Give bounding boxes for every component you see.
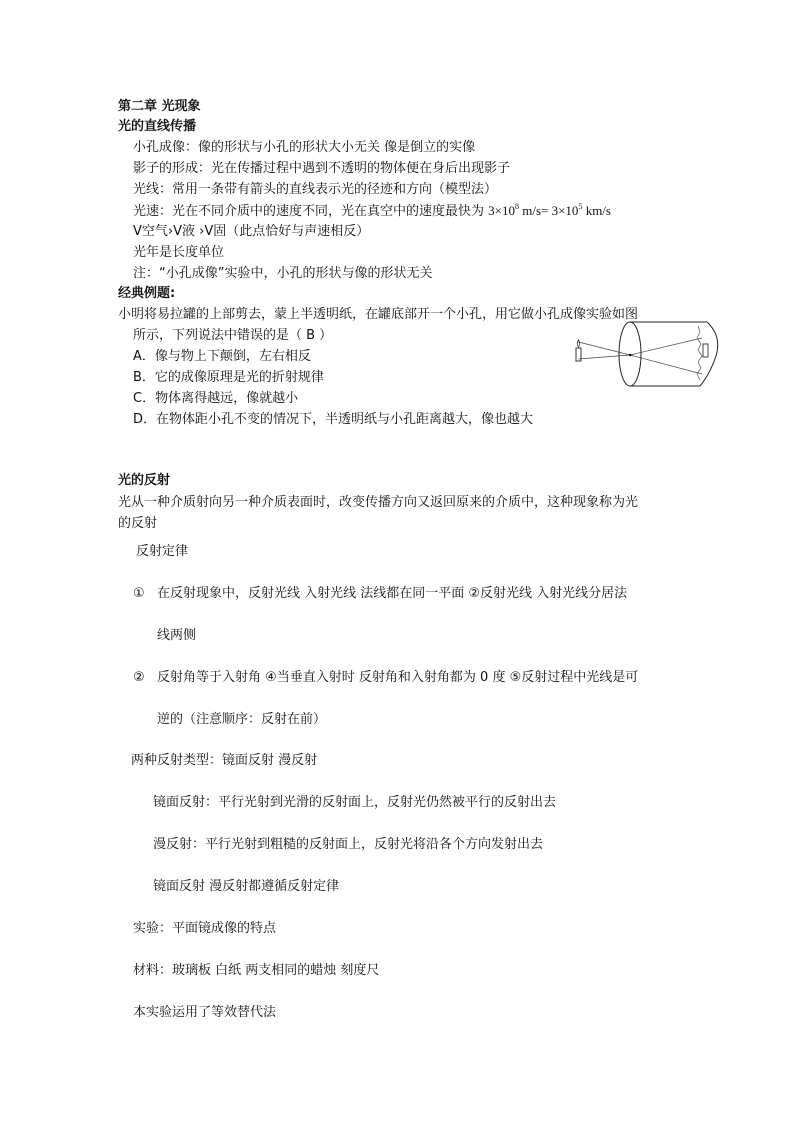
speed-prefix: 光速：光在不同介质中的速度不同，光在真空中的速度最快为 — [133, 204, 489, 219]
lightyear-line: 光年是长度单位 — [133, 245, 225, 260]
pinhole-line: 小孔成像：像的形状与小孔的形状大小无关 像是倒立的实像 — [133, 140, 476, 155]
speed-value-a: 3×10 — [488, 203, 515, 218]
option-c: C．物体离得越远，像就越小 — [133, 391, 299, 406]
specular-reflection: 镜面反射：平行光射到光滑的反射面上，反射光仍然被平行的反射出去 — [153, 795, 557, 810]
light-ray-bottom — [579, 355, 631, 359]
speed-exp-a: 8 — [514, 202, 519, 211]
pinhole — [629, 354, 631, 356]
speed-unit: km/s — [582, 203, 611, 218]
materials-line: 材料：玻璃板 白纸 两支相同的蜡烛 刻度尺 — [133, 963, 380, 978]
method-line: 本实验运用了等效替代法 — [133, 1005, 277, 1020]
section-title-rectilinear: 光的直线传播 — [118, 119, 197, 134]
example-title: 经典例题: — [118, 286, 176, 301]
law1-line-1: 在反射现象中，反射光线 入射光线 法线都在同一平面 ②反射光线 入射光线分居法 — [157, 586, 628, 601]
speed-exp-b: 5 — [578, 202, 583, 211]
reflection-definition-2: 的反射 — [118, 516, 158, 531]
shadow-line: 影子的形成：光在传播过程中遇到不透明的物体便在身后出现影子 — [133, 161, 511, 176]
law2-line-1: 反射角等于入射角 ④当垂直入射时 反射角和入射角都为 0 度 ⑤反射过程中光线是可 — [157, 670, 639, 685]
both-follow-law: 镜面反射 漫反射都遵循反射定律 — [153, 879, 340, 894]
light-ray-top — [579, 342, 631, 355]
section-title-reflection: 光的反射 — [118, 473, 171, 488]
option-b: B．它的成像原理是光的折射规律 — [133, 370, 324, 385]
question-line-1: 小明将易拉罐的上部剪去，蒙上半透明纸，在罐底部开一个小孔，用它做小孔成像实验如图 — [118, 307, 639, 322]
speed-mid: m/s= 3×10 — [518, 203, 579, 218]
diffuse-reflection: 漫反射：平行光射到粗糙的反射面上，反射光将沿各个方向发射出去 — [153, 837, 544, 852]
law1-marker: ① — [133, 586, 145, 601]
inverted-image — [703, 344, 708, 357]
speed-order-line: V空气›V液 ›V固（此点恰好与声速相反） — [133, 224, 370, 239]
translucent-paper — [697, 326, 702, 380]
option-a: A．像与物上下颠倒，左右相反 — [133, 349, 311, 364]
chapter-title: 第二章 光现象 — [118, 99, 201, 114]
pinhole-camera-figure — [570, 318, 726, 390]
candle-flame — [577, 340, 580, 347]
reflection-types: 两种反射类型：镜面反射 漫反射 — [131, 753, 318, 768]
ray-line: 光线：常用一条带有箭头的直线表示光的径迹和方向（模型法） — [133, 182, 498, 197]
law1-line-2: 线两侧 — [157, 628, 197, 643]
experiment-line: 实验：平面镜成像的特点 — [133, 921, 277, 936]
reflection-definition-1: 光从一种介质射向另一种介质表面时，改变传播方向又返回原来的介质中，这种现象称为光 — [118, 495, 639, 510]
option-d: D．在物体距小孔不变的情况下，半透明纸与小孔距离越大，像也越大 — [133, 412, 534, 427]
law2-line-2: 逆的（注意顺序：反射在前） — [157, 712, 327, 727]
note-line: 注：“小孔成像”实验中，小孔的形状与像的形状无关 — [133, 266, 433, 281]
law2-marker: ② — [133, 670, 145, 685]
speed-line — [133, 202, 611, 221]
question-line-2: 所示，下列说法中错误的是（ B ） — [133, 328, 333, 343]
law-title: 反射定律 — [136, 544, 189, 559]
